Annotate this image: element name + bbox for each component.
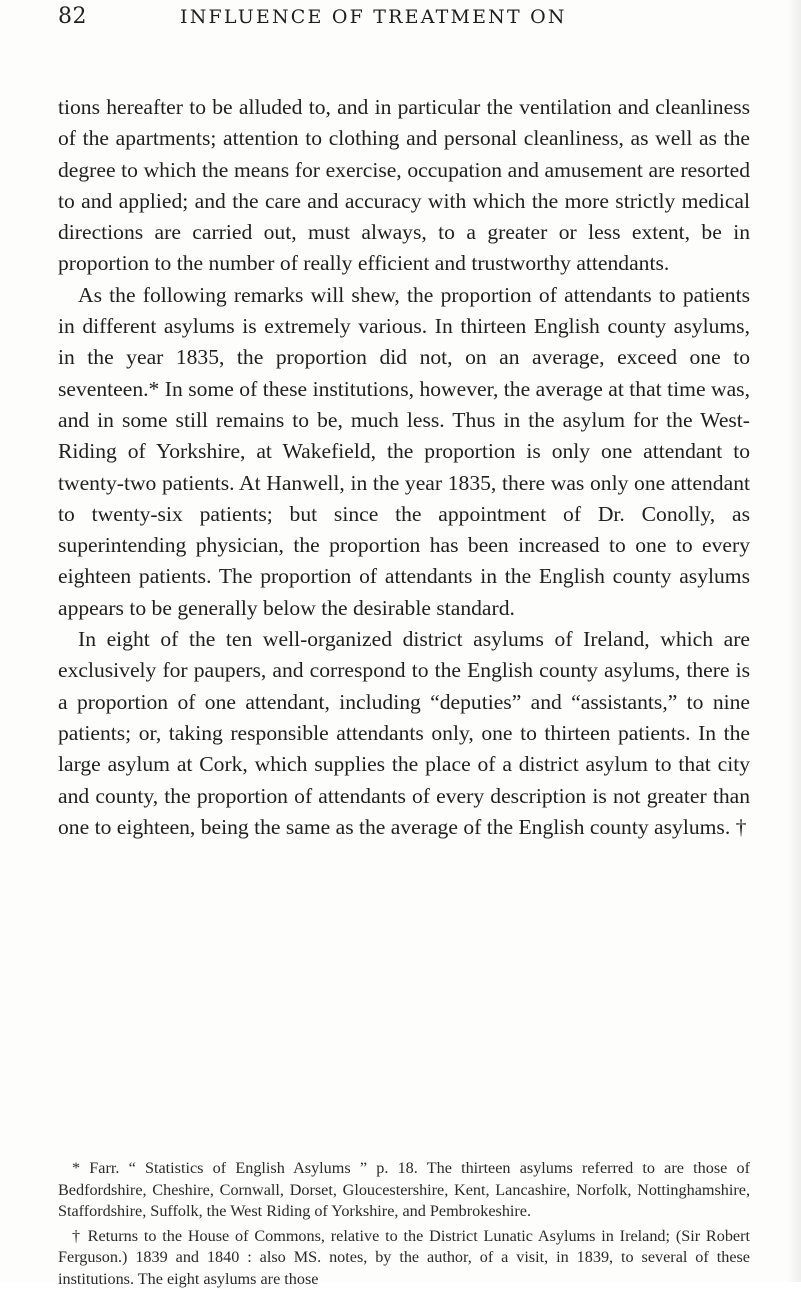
page-number: 82 bbox=[58, 4, 87, 29]
paragraph: tions hereafter to be alluded to, and in particular the ventilation and cleanliness of the apartments; attention to clothing and personal cleanliness, as well as the degree to which the means for exercise, occupation and amusement are resorted to and applied; and the care and accuracy with which the more strictly medical directions are carried out, must always, to a greater or less extent, be in proportion to the number of really efficient and trustworthy attendants. bbox=[58, 95, 750, 276]
paragraph: In eight of the ten well-organized district asylums of Ireland, which are exclusively for paupers, and correspond to the English county asylums, there is a proportion of one attendant, including “deputies” and “assistants,” to nine patients; or, taking responsible attendants only, one to thirteen patients. In the large asylum at Cork, which supplies the place of a district asylum to that city and county, the proportion of attendants of every description is not greater than one to eighteen, being the same as the average of the English county asylums. † bbox=[58, 627, 750, 839]
page-header bbox=[58, 2, 748, 38]
footnote: † Returns to the House of Commons, relative to the District Lunatic Asylums in Ireland; (Sir Robert Ferguson.) 1839 and 1840 : also MS. notes, by the author, of a visit, in 1839, to several of these institutions. The eight asylums are those bbox=[58, 1226, 750, 1288]
body-text bbox=[58, 92, 750, 843]
footnotes bbox=[58, 1158, 750, 1293]
running-title: INFLUENCE OF TREATMENT ON bbox=[180, 6, 567, 28]
footnote: * Farr. “ Statistics of English Asylums ” p. 18. The thirteen asylums referred to are those of Bedfordshire, Cheshire, Cornwall, Dorset, Gloucestershire, Kent, Lancashire, Norfolk, Nottinghamshire, Staffordshire, Suffolk, the West Riding of Yorkshire, and Pembrokeshire. bbox=[58, 1159, 750, 1220]
paragraph: As the following remarks will shew, the proportion of attendants to patients in different asylums is extremely various. In thirteen English county asylums, in the year 1835, the proportion did not, on an average, exceed one to seventeen.* In some of these institutions, however, the average at that time was, and in some still remains to be, much less. Thus in the asylum for the West-Riding of Yorkshire, at Wakefield, the proportion is only one attendant to twenty-two patients. At Hanwell, in the year 1835, there was only one attendant to twenty-six patients; but since the appointment of Dr. Conolly, as superintending physician, the proportion has been increased to one to every eighteen patients. The proportion of attendants in the English county asylums appears to be generally below the desirable standard. bbox=[58, 282, 750, 620]
page-edge-shadow bbox=[787, 0, 801, 1282]
